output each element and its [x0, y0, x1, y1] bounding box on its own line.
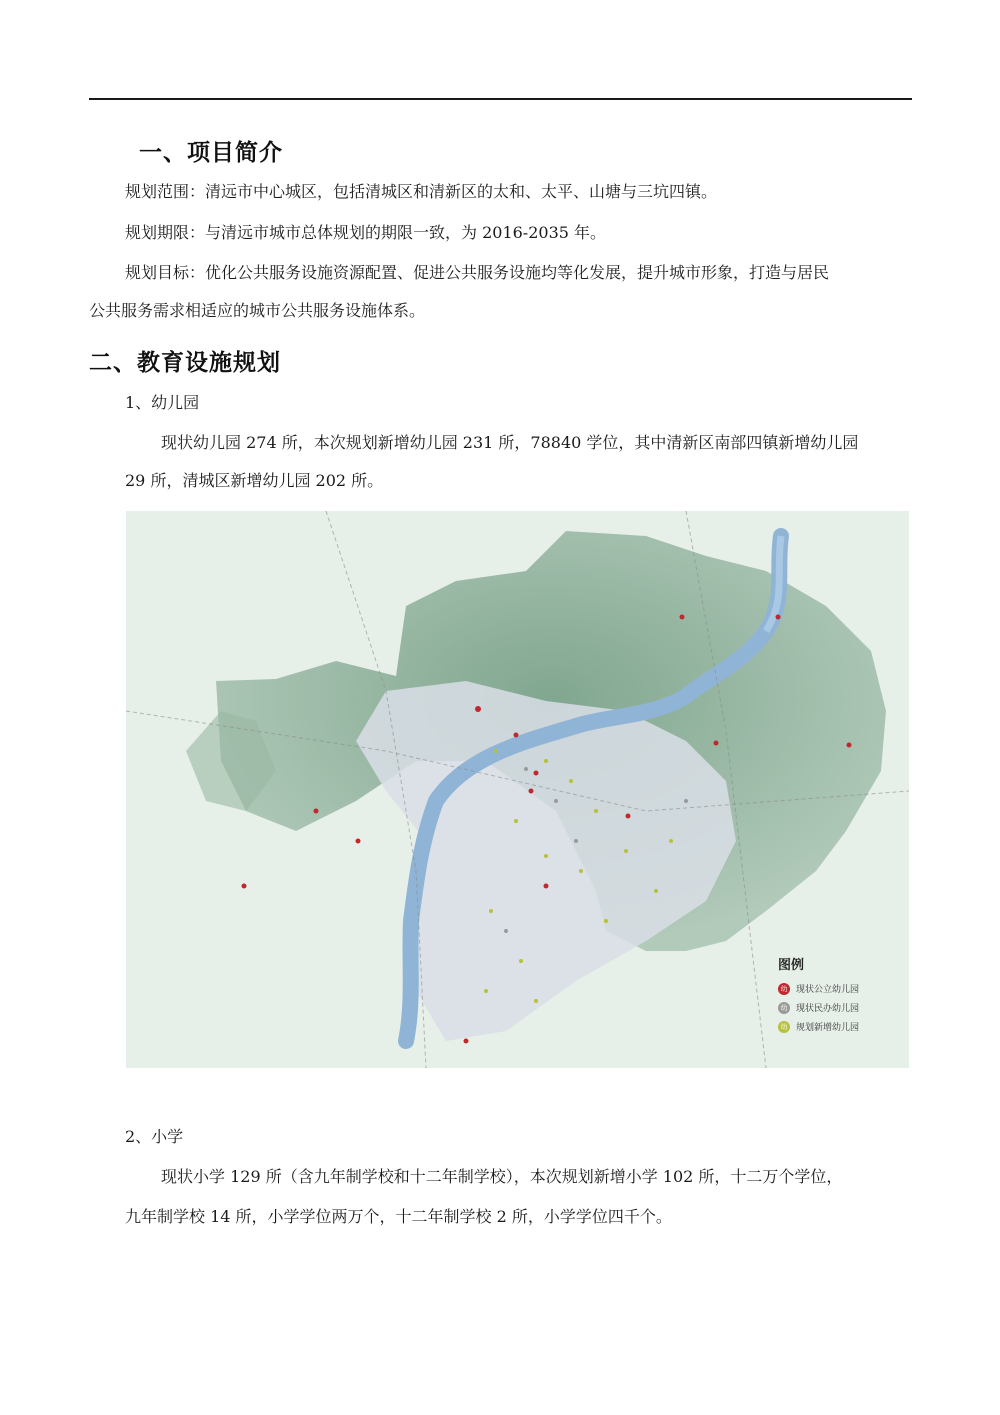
kindergarten-text-line1: 现状幼儿园 274 所，本次规划新增幼儿园 231 所，78840 学位，其中清新区南部四镇新增幼儿园 — [161, 433, 859, 452]
primary-text-line2: 九年制学校 14 所，小学学位两万个，十二年制学校 2 所，小学学位四千个。 — [125, 1207, 672, 1226]
legend-item-public — [778, 979, 898, 998]
period-paragraph: 规划期限：与清远市城市总体规划的期限一致，为 2016-2035 年。 — [125, 223, 607, 242]
goal-paragraph-line1: 规划目标：优化公共服务设施资源配置、促进公共服务设施均等化发展，提升城市形象，打造与居民 — [125, 263, 830, 282]
kindergarten-map — [126, 511, 909, 1068]
section-2-heading: 二、教育设施规划 — [89, 350, 281, 376]
kindergarten-title: 1、幼儿园 — [125, 393, 200, 412]
scope-paragraph: 规划范围：清远市中心城区，包括清城区和清新区的太和、太平、山塘与三坑四镇。 — [125, 182, 718, 201]
primary-title: 2、小学 — [125, 1127, 184, 1146]
private-kindergarten-icon: 幼 — [778, 1002, 790, 1014]
primary-text-line1: 现状小学 129 所（含九年制学校和十二年制学校），本次规划新增小学 102 所，十二万个学位， — [161, 1167, 843, 1186]
planned-kindergarten-icon: 幼 — [778, 1021, 790, 1033]
legend-label: 现状民办幼儿园 — [796, 1004, 860, 1014]
legend-label: 规划新增幼儿园 — [796, 1023, 860, 1033]
public-kindergarten-icon: 幼 — [778, 983, 790, 995]
kindergarten-text-line2: 29 所，清城区新增幼儿园 202 所。 — [125, 471, 384, 490]
legend-item-private — [778, 998, 898, 1017]
map-legend — [778, 954, 898, 1036]
legend-label: 现状公立幼儿园 — [796, 985, 860, 995]
legend-title: 图例 — [778, 958, 805, 973]
section-1-heading: 一、项目简介 — [139, 140, 283, 166]
header-rule — [89, 98, 912, 100]
legend-item-planned — [778, 1017, 898, 1036]
goal-paragraph-line2: 公共服务需求相适应的城市公共服务设施体系。 — [89, 301, 426, 320]
